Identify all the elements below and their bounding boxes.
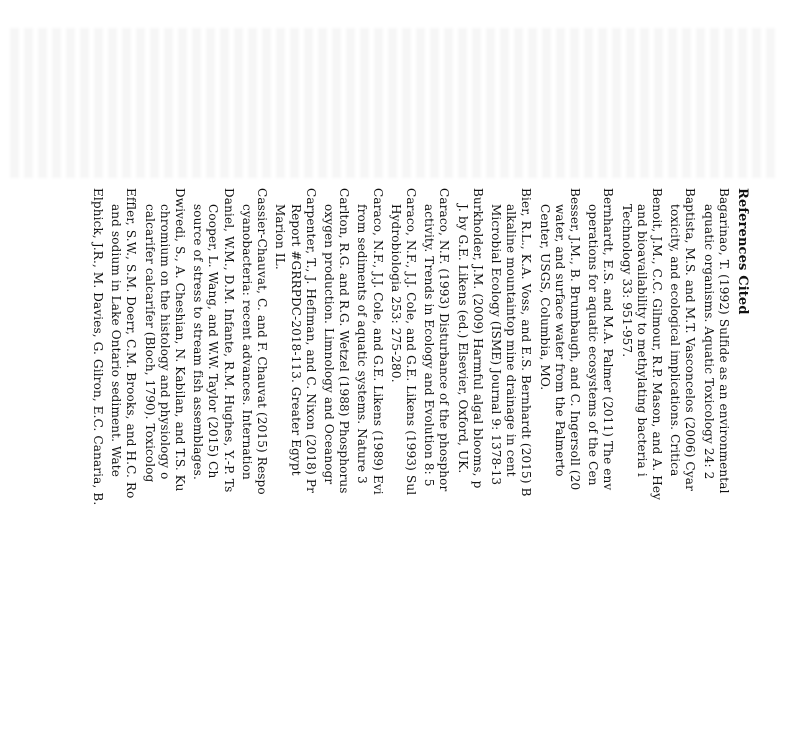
reference-entry xyxy=(585,188,615,748)
reference-entry xyxy=(421,188,451,748)
reference-continuation-line: Center, USGS, Columbia, MO. xyxy=(537,204,552,391)
reference-first-line: Dwivedi, S., A. Cheshian, N. Kabilan, and T.S. Ku xyxy=(173,188,188,492)
reference-first-line: Baptista, M.S. and M.T. Vasconcelos (2006) Cyar xyxy=(683,188,698,491)
reference-entry xyxy=(536,188,582,748)
reference-entry xyxy=(618,188,664,748)
reference-continuation-line: operations for aquatic ecosystems of the Cen xyxy=(586,204,601,486)
reference-continuation-line: and bioavailability to methylating bacteria i xyxy=(634,204,649,477)
reference-first-line: Cassier-Chauvat, C. and F. Chauvat (2015) Respo xyxy=(255,188,270,495)
reference-continuation-line: Hydrobiologia 253: 275-280. xyxy=(388,204,403,383)
reference-first-line: Bernhardt, E.S. and M.A. Palmer (2011) The env xyxy=(601,188,616,491)
reference-continuation-line: chromium on the histology and physiology o xyxy=(157,204,172,480)
reference-entry xyxy=(667,188,697,748)
page-content xyxy=(87,188,750,748)
reference-continuation-line: Technology 33: 951-957. xyxy=(619,204,634,358)
references-list xyxy=(90,188,731,748)
reference-entry xyxy=(272,188,318,748)
reference-first-line: Elphick, J.R., M. Davies, G. Gilron, E.C. Canaria, B. xyxy=(91,188,106,506)
reference-entry xyxy=(108,188,138,748)
reference-entry xyxy=(321,188,351,748)
reference-continuation-line: cyanobacteria: recent advances. Internation xyxy=(239,204,254,480)
reference-first-line: Caraco, N.F., J.J. Cole, and G.E. Likens (1989) Evi xyxy=(370,188,385,495)
reference-first-line: Bagarinao, T. (1992) Sulfide as an environmental xyxy=(716,188,731,494)
references-heading: References Cited xyxy=(735,188,750,315)
reference-continuation-line: and sodium in Lake Ontario sediment. Wate xyxy=(109,204,124,478)
reference-first-line: Caraco, N.F. (1993) Disturbance of the phosphor xyxy=(437,188,452,492)
reference-first-line: Carlton, R.G. and R.G. Wetzel (1988) Phosphorus xyxy=(337,188,352,494)
reference-first-line: Bier, R.L., K.A. Voss, and E.S. Bernhardt (2015) B xyxy=(519,188,534,497)
reference-continuation-line: J. by G.E. Likens (ed.) Elsevier, Oxford, UK. xyxy=(455,204,470,474)
reference-first-line: Caraco, N.F., J.J. Cole, and G.E. Likens (1993) Sul xyxy=(403,188,418,496)
reference-first-line: Burkholder, J.M. (2009) Harmful algal blooms, p xyxy=(470,188,485,489)
reference-continuation-line: Cooper, L. Wang, and W.W. Taylor (2015) Ch xyxy=(206,204,221,479)
reference-first-line: Besser, J.M., B. Brumbaugh, and C. Ingersoll (20 xyxy=(567,188,582,491)
reference-entry xyxy=(239,188,269,748)
reference-entry xyxy=(190,188,236,748)
reference-continuation-line: aquatic organisms. Aquatic Toxicology 24: 2 xyxy=(701,204,716,480)
reference-continuation-line: activity. Trends in Ecology and Evolution 8: 5 xyxy=(422,204,437,487)
reference-entry xyxy=(388,188,418,748)
reference-first-line: Benoit, J.M., C.C. Gilmour, R.P. Mason, and A. Hey xyxy=(649,188,664,500)
reference-entry xyxy=(141,188,187,748)
reference-entry xyxy=(700,188,730,748)
reference-continuation-line: Microbial Ecology (ISME) Journal 9: 1378-13 xyxy=(488,204,503,486)
reference-entry xyxy=(488,188,534,748)
reference-first-line: Carpenter, T., J. Hefiman, and C. Nixon (2018) Pr xyxy=(303,188,318,493)
reference-continuation-line: oxygen production. Limnology and Oceanogr xyxy=(321,204,336,485)
reference-continuation-line: from sediments of aquatic systems. Nature 3 xyxy=(355,204,370,484)
reference-entry xyxy=(454,188,484,748)
reference-continuation-line: source of stress to stream fish assemblages. xyxy=(191,204,206,480)
reference-entry xyxy=(354,188,384,748)
reference-continuation-line: Marion IL. xyxy=(273,204,288,270)
reference-continuation-line: calcarifer calcarifer (Bloch, 1790). Toxicolog xyxy=(142,204,157,483)
reference-entry xyxy=(90,188,105,748)
reference-continuation-line: water, and surface water from the Palmerto xyxy=(552,204,567,477)
reference-first-line: Daniel, W.M., D.M. Infante, R.M. Hughes, Y.-P. Ts xyxy=(221,188,236,493)
reference-continuation-line: alkaline mountaintop mine drainage in cent xyxy=(504,204,519,477)
reference-first-line: Effler, S.W., S.M. Doerr, C.M. Brooks, and H.C. Ro xyxy=(124,188,139,499)
reference-continuation-line: toxicity, and ecological implications. Critica xyxy=(668,204,683,477)
reference-continuation-line: Report #GRRPDC-2018-113. Greater Egypt xyxy=(288,204,303,476)
